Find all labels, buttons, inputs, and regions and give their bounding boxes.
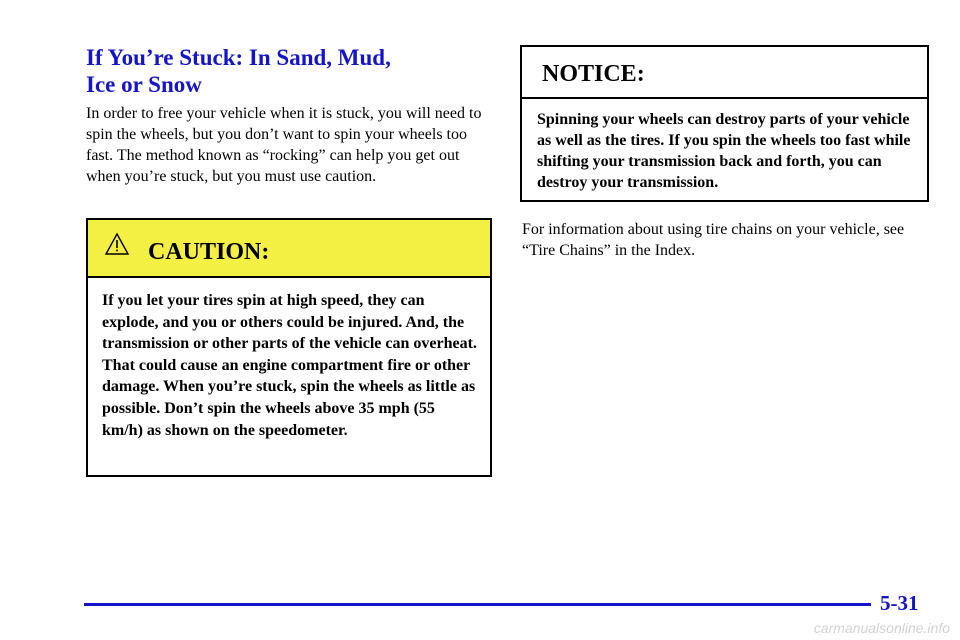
notice-text: Spinning your wheels can destroy parts of your vehicle as well as the tires. If you spin the wheels too fast while shifting your transmission back and forth, you can destroy your transmission. [537,111,911,191]
notice-header [522,47,927,99]
page-number: 5-31 [880,591,919,615]
section-heading [86,44,486,98]
warning-triangle-icon [105,233,129,255]
section-heading-line2: Ice or Snow [86,72,202,97]
tire-chains-info: For information about using tire chains on your vehicle, see “Tire Chains” in the Index. [522,221,905,259]
caution-text: If you let your tires spin at high speed, they can explode, and you or others could be injured. And, the transmission or other parts of the vehicle can overheat. That could cause an engine compartment fire or other damage. When you’re stuck, spin the wheels as little as possible. Don’t spin the wheels above 35 mph (55 km/h) as shown on the speedometer. [102,292,477,439]
notice-box [520,45,929,202]
caution-label: CAUTION: [148,239,270,265]
notice-label: NOTICE: [542,61,645,87]
section-heading-line1: If You’re Stuck: In Sand, Mud, [86,45,391,70]
caution-box [86,218,492,477]
intro-paragraph: In order to free your vehicle when it is stuck, you will need to spin the wheels, but you don’t want to spin your wheels too fast. The method known as “rocking” can help you get out when you’re stuck, but you must use caution. [86,105,482,185]
footer-rule [84,603,871,606]
caution-header [88,220,490,278]
watermark: carmanualsonline.info [813,620,950,636]
